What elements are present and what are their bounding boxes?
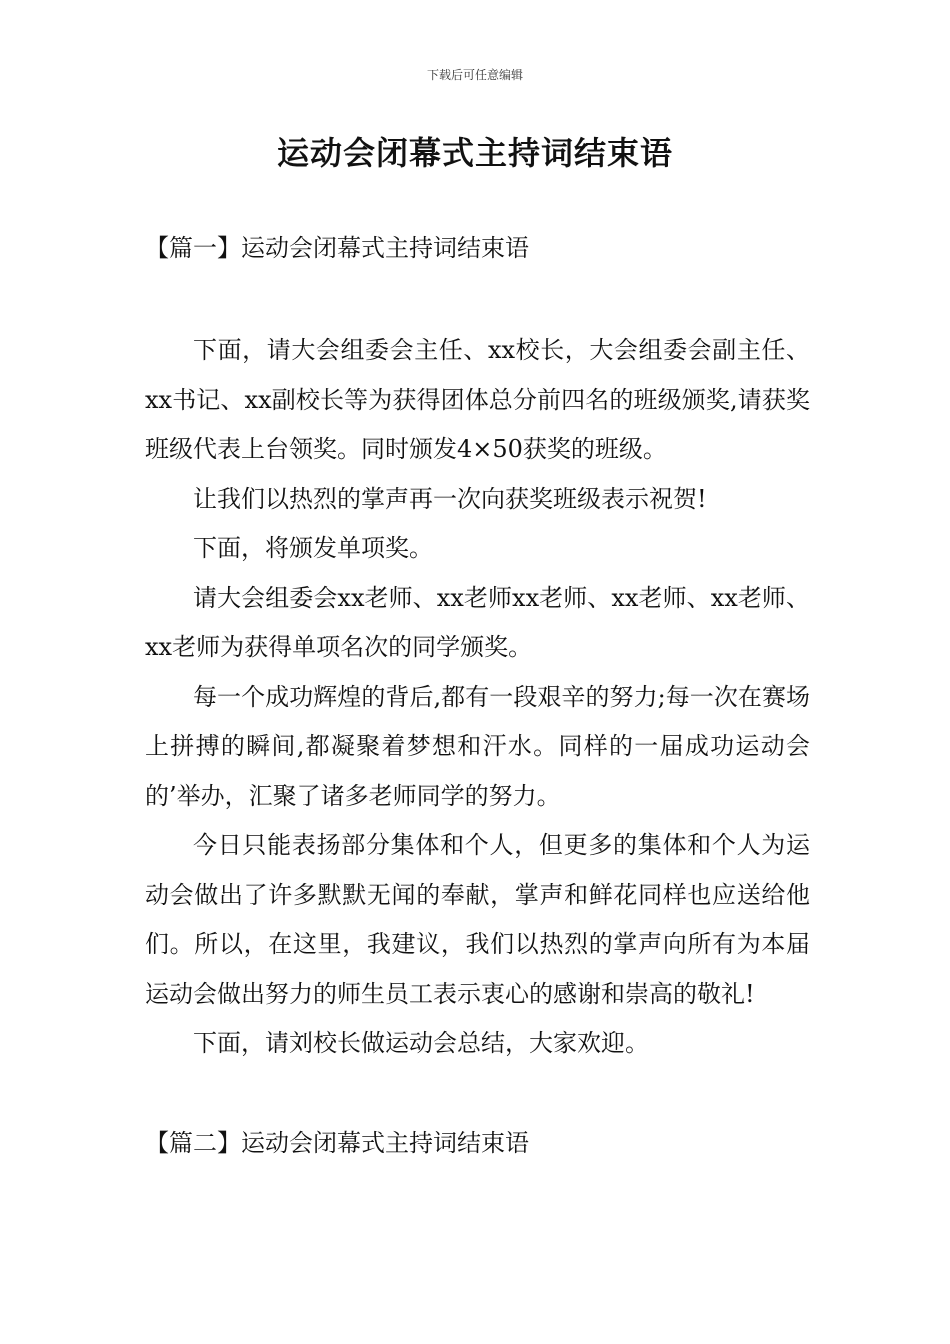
header-note: 下载后可任意编辑 xyxy=(426,68,523,82)
section-heading-1: 【篇一】运动会闭幕式主持词结束语 xyxy=(145,234,529,262)
paragraph-7: 下面，请刘校长做运动会总结，大家欢迎。 xyxy=(193,1029,649,1057)
paragraph-1: 下面，请大会组委会主任、xx校长，大会组委会副主任、xx书记、xx副校长等为获得团体总分前四名的班级颁奖,请获奖班级代表上台领奖。同时颁发4×50获奖的班级。 xyxy=(145,336,810,463)
paragraph-3: 下面，将颁发单项奖。 xyxy=(193,534,433,562)
paragraph-6: 今日只能表扬部分集体和个人，但更多的集体和个人为运动会做出了许多默默无闻的奉献，掌声和鲜花同样也应送给他们。所以，在这里，我建议，我们以热烈的掌声向所有为本届运动会做出努力的师生员工表示衷心的感谢和崇高的敬礼! xyxy=(145,831,810,1008)
document-title: 运动会闭幕式主持词结束语 xyxy=(276,134,673,172)
paragraph-4: 请大会组委会xx老师、xx老师xx老师、xx老师、xx老师、xx老师为获得单项名次的同学颁奖。 xyxy=(145,583,810,661)
body-text xyxy=(145,326,810,1069)
paragraph-5: 每一个成功辉煌的背后,都有一段艰辛的努力;每一次在赛场上拼搏的瞬间,都凝聚着梦想和汗水。同样的一届成功运动会的’举办，汇聚了诸多老师同学的努力。 xyxy=(145,682,810,810)
section-heading-2: 【篇二】运动会闭幕式主持词结束语 xyxy=(145,1129,529,1157)
paragraph-2: 让我们以热烈的掌声再一次向获奖班级表示祝贺! xyxy=(193,484,707,513)
